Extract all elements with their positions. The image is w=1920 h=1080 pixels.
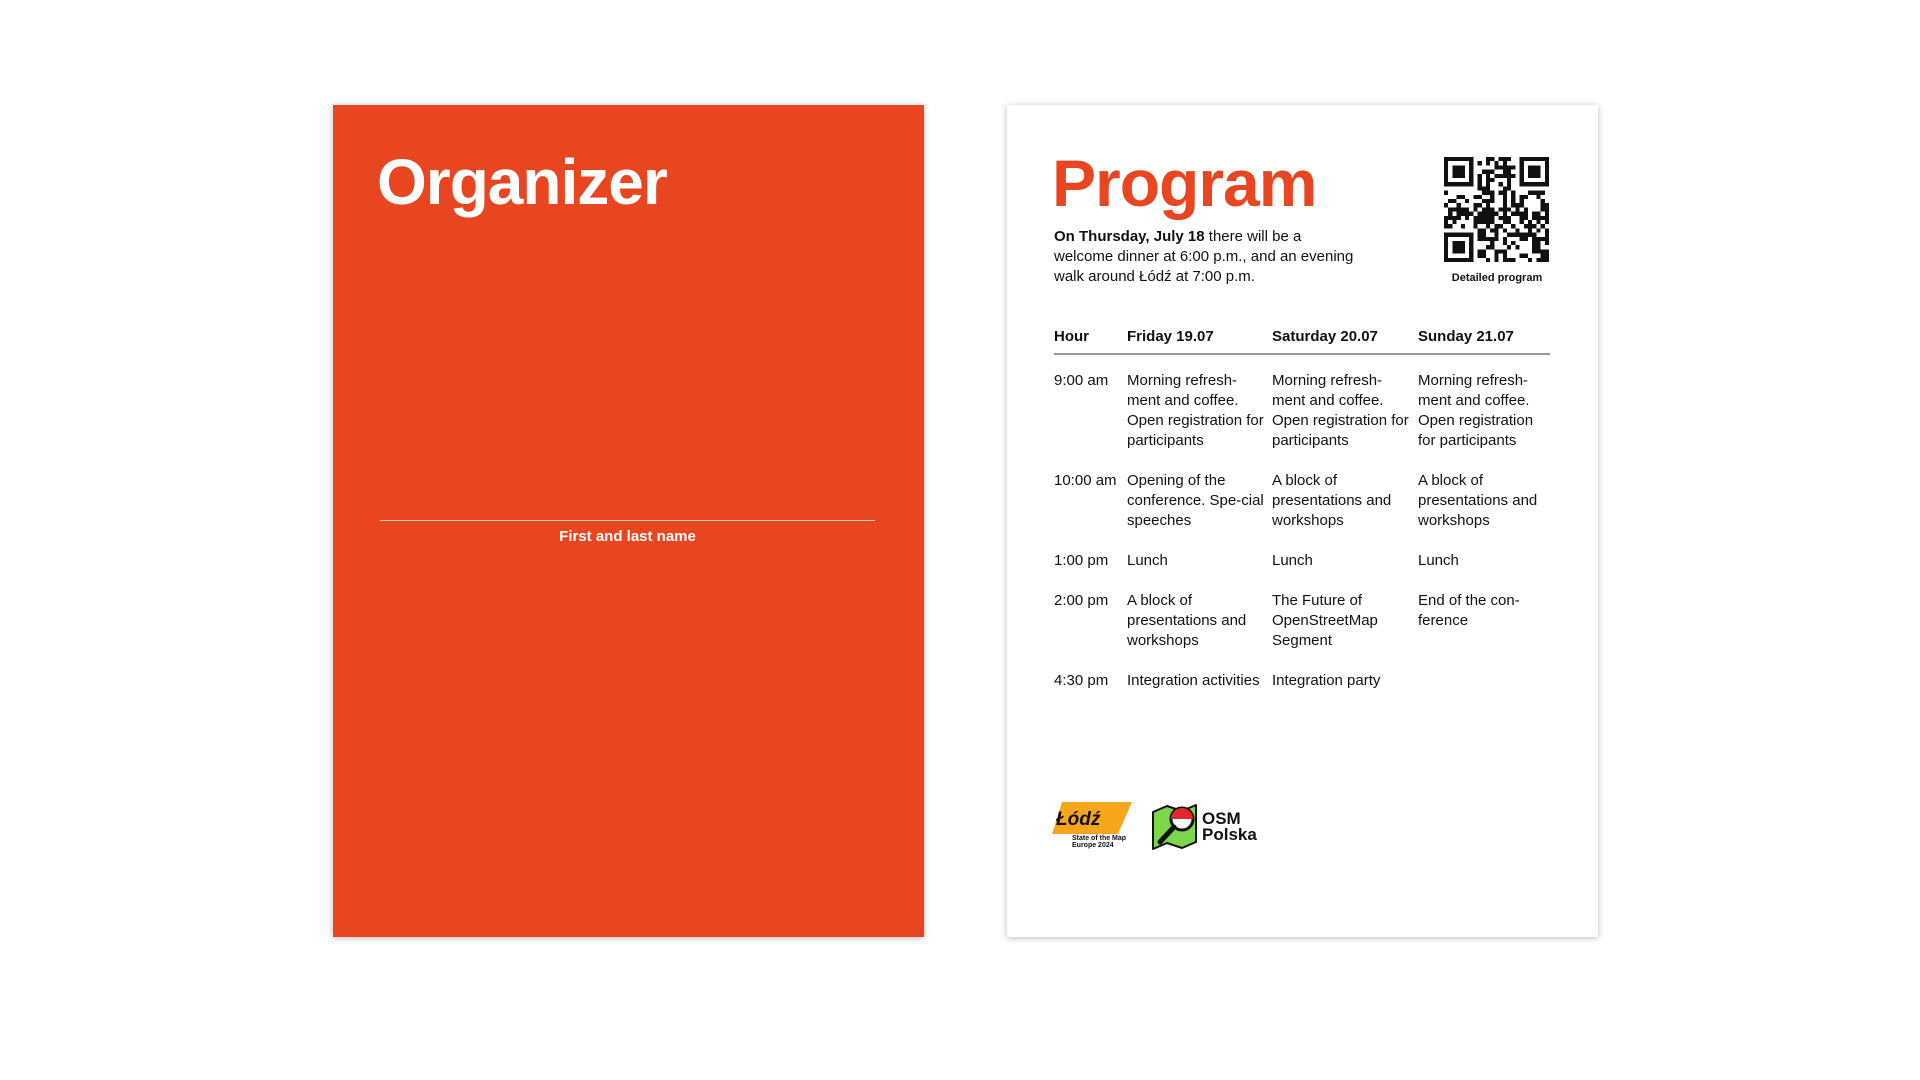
osm-logo-line1: OSM — [1202, 809, 1241, 828]
qr-module — [1524, 224, 1528, 228]
table-cell: A block of presentations and workshops — [1272, 472, 1392, 529]
table-cell-hour: 1:00 pm — [1054, 552, 1109, 569]
qr-module — [1545, 207, 1549, 211]
table-cell: Integration party — [1272, 672, 1381, 689]
qr-module — [1524, 237, 1528, 241]
program-title: Program — [1052, 146, 1317, 220]
qr-module — [1507, 170, 1511, 174]
qr-module — [1503, 161, 1507, 165]
qr-module — [1473, 207, 1477, 211]
table-row — [1054, 591, 1550, 671]
table-cell-hour: 9:00 am — [1054, 372, 1109, 389]
qr-module — [1507, 220, 1511, 224]
qr-module — [1490, 241, 1494, 245]
qr-module — [1478, 195, 1482, 199]
qr-module — [1494, 165, 1498, 169]
table-cell: Opening of the conference. Spe-cial speeches — [1127, 472, 1264, 529]
table-cell: Lunch — [1272, 552, 1313, 569]
qr-module — [1536, 241, 1540, 245]
qr-module — [1448, 207, 1452, 211]
qr-module — [1473, 195, 1477, 199]
qr-module — [1524, 195, 1528, 199]
qr-module — [1545, 220, 1549, 224]
qr-module — [1465, 207, 1469, 211]
table-row — [1054, 354, 1550, 471]
qr-module — [1482, 220, 1486, 224]
qr-module — [1486, 224, 1490, 228]
qr-module — [1494, 212, 1498, 216]
qr-module — [1532, 212, 1536, 216]
qr-module — [1520, 195, 1524, 199]
qr-module — [1486, 245, 1490, 249]
qr-module — [1486, 258, 1490, 262]
qr-module — [1528, 233, 1532, 237]
qr-module — [1478, 228, 1482, 232]
qr-module — [1528, 191, 1532, 195]
qr-module — [1478, 216, 1482, 220]
qr-module — [1503, 157, 1507, 161]
qr-module — [1482, 216, 1486, 220]
table-row — [1054, 671, 1550, 711]
qr-module — [1515, 233, 1519, 237]
qr-module — [1532, 249, 1536, 253]
qr-module — [1486, 212, 1490, 216]
qr-module — [1545, 212, 1549, 216]
front-title: Organizer — [377, 146, 667, 218]
qr-module — [1482, 170, 1486, 174]
qr-module — [1457, 212, 1461, 216]
qr-module — [1511, 195, 1515, 199]
qr-module — [1448, 216, 1452, 220]
qr-module — [1486, 178, 1490, 182]
table-cell: Morning refresh-ment and coffee. Open registration for participants — [1418, 372, 1534, 449]
qr-module — [1511, 165, 1515, 169]
qr-module — [1444, 224, 1448, 228]
schedule-table — [1054, 327, 1550, 711]
qr-module — [1541, 203, 1545, 207]
qr-module — [1452, 165, 1465, 178]
table-cell: Lunch — [1418, 552, 1459, 569]
qr-module — [1490, 207, 1494, 211]
qr-module — [1461, 207, 1465, 211]
qr-module — [1511, 199, 1515, 203]
qr-module — [1532, 191, 1536, 195]
qr-module — [1532, 241, 1536, 245]
table-cell: End of the con-ference — [1418, 592, 1520, 629]
qr-module — [1532, 237, 1536, 241]
intro-rest: there will be a welcome dinner at 6:00 p.m., and an evening walk around Łódź at 7:00 p.m. — [1054, 228, 1354, 285]
qr-module — [1482, 199, 1486, 203]
qr-module — [1507, 178, 1511, 182]
qr-module — [1457, 207, 1461, 211]
table-cell: The Future of OpenStreetMap Segment — [1272, 592, 1378, 649]
qr-module — [1482, 191, 1486, 195]
qr-module — [1536, 212, 1540, 216]
qr-module — [1499, 249, 1503, 253]
table-row — [1054, 471, 1550, 551]
schedule-header-saturday: Saturday 20.07 — [1272, 327, 1418, 354]
qr-module — [1457, 203, 1461, 207]
qr-module — [1532, 216, 1536, 220]
qr-module — [1536, 249, 1540, 253]
qr-module — [1444, 191, 1448, 195]
qr-module — [1545, 249, 1549, 253]
qr-module — [1507, 207, 1511, 211]
table-cell: Morning refresh-ment and coffee. Open registration for participants — [1272, 372, 1409, 449]
qr-module — [1473, 220, 1477, 224]
qr-module — [1494, 224, 1498, 228]
qr-module — [1486, 203, 1490, 207]
qr-module — [1545, 258, 1549, 262]
qr-module — [1499, 182, 1503, 186]
table-cell: Morning refresh-ment and coffee. Open registration for participants — [1127, 372, 1264, 449]
qr-module — [1457, 195, 1461, 199]
qr-module — [1490, 157, 1494, 161]
qr-module — [1490, 228, 1494, 232]
qr-module — [1515, 207, 1519, 211]
qr-module — [1503, 237, 1507, 241]
qr-module — [1490, 199, 1494, 203]
qr-module — [1524, 216, 1528, 220]
qr-module — [1536, 220, 1540, 224]
qr-module — [1448, 212, 1452, 216]
qr-module — [1478, 186, 1482, 190]
qr-module — [1536, 237, 1540, 241]
qr-module — [1494, 254, 1498, 258]
qr-module — [1444, 216, 1448, 220]
qr-module — [1503, 216, 1507, 220]
qr-module — [1541, 191, 1545, 195]
qr-module — [1499, 216, 1503, 220]
qr-module — [1486, 161, 1490, 165]
qr-module — [1503, 170, 1507, 174]
qr-module — [1515, 245, 1519, 249]
qr-module — [1490, 195, 1494, 199]
qr-module — [1507, 174, 1511, 178]
qr-module — [1486, 174, 1490, 178]
qr-module — [1473, 203, 1477, 207]
qr-module — [1503, 254, 1507, 258]
qr-module — [1541, 249, 1545, 253]
qr-module — [1503, 249, 1507, 253]
qr-module — [1499, 207, 1503, 211]
qr-module — [1478, 203, 1482, 207]
qr-module — [1545, 237, 1549, 241]
qr-module — [1478, 161, 1482, 165]
qr-module — [1482, 207, 1486, 211]
qr-module — [1520, 216, 1524, 220]
qr-module — [1486, 157, 1490, 161]
qr-module — [1528, 228, 1532, 232]
table-cell: A block of presentations and workshops — [1418, 472, 1538, 529]
qr-module — [1482, 233, 1486, 237]
table-row — [1054, 551, 1550, 591]
qr-module — [1520, 237, 1524, 241]
qr-module — [1452, 220, 1456, 224]
qr-module — [1478, 178, 1482, 182]
schedule-header-hour: Hour — [1054, 327, 1127, 354]
qr-module — [1511, 212, 1515, 216]
schedule-header-friday: Friday 19.07 — [1127, 327, 1272, 354]
qr-module — [1511, 191, 1515, 195]
qr-module — [1520, 220, 1524, 224]
qr-module — [1486, 170, 1490, 174]
qr-module — [1536, 258, 1540, 262]
qr-module — [1465, 212, 1469, 216]
qr-module — [1528, 224, 1532, 228]
table-cell-hour: 4:30 pm — [1054, 672, 1109, 689]
qr-module — [1541, 254, 1545, 258]
qr-module — [1545, 233, 1549, 237]
qr-module — [1503, 241, 1507, 245]
qr-module — [1511, 174, 1515, 178]
qr-module — [1444, 220, 1448, 224]
qr-module — [1511, 233, 1515, 237]
qr-module — [1541, 216, 1545, 220]
qr-module — [1486, 186, 1490, 190]
qr-module — [1478, 174, 1482, 178]
table-cell: Integration activities — [1127, 672, 1260, 689]
qr-module — [1478, 220, 1482, 224]
qr-module — [1536, 245, 1540, 249]
qr-module — [1486, 191, 1490, 195]
intro-text — [1054, 227, 1354, 287]
qr-module — [1503, 203, 1507, 207]
qr-module — [1478, 233, 1482, 237]
qr-module — [1478, 237, 1482, 241]
qr-module — [1452, 207, 1456, 211]
qr-module — [1541, 258, 1545, 262]
qr-module — [1536, 216, 1540, 220]
qr-module — [1524, 254, 1528, 258]
qr-module — [1494, 161, 1498, 165]
qr-module — [1503, 174, 1507, 178]
qr-module — [1520, 199, 1524, 203]
qr-module — [1494, 237, 1498, 241]
qr-module — [1448, 224, 1452, 228]
osm-logo-line2: Polska — [1202, 825, 1257, 844]
qr-module — [1536, 195, 1540, 199]
table-cell — [1418, 671, 1550, 711]
qr-module — [1461, 212, 1465, 216]
table-cell: Lunch — [1127, 552, 1168, 569]
schedule-header-row — [1054, 327, 1550, 354]
qr-module — [1532, 233, 1536, 237]
qr-module — [1452, 241, 1465, 254]
qr-module — [1473, 224, 1477, 228]
intro-bold: On Thursday, July 18 — [1054, 228, 1205, 245]
qr-module — [1494, 228, 1498, 232]
qr-module — [1532, 224, 1536, 228]
qr-code-icon[interactable] — [1444, 157, 1549, 262]
qr-module — [1482, 254, 1486, 258]
name-signature-line — [380, 520, 875, 521]
qr-module — [1507, 245, 1511, 249]
qr-module — [1490, 170, 1494, 174]
qr-module — [1490, 212, 1494, 216]
qr-module — [1494, 258, 1498, 262]
organizer-card-front — [333, 105, 924, 937]
qr-module — [1465, 216, 1469, 220]
qr-module — [1490, 216, 1494, 220]
qr-module — [1541, 224, 1545, 228]
qr-module — [1511, 241, 1515, 245]
qr-module — [1545, 203, 1549, 207]
qr-module — [1482, 237, 1486, 241]
qr-module — [1545, 254, 1549, 258]
qr-module — [1486, 207, 1490, 211]
qr-module — [1503, 186, 1507, 190]
table-cell: A block of presentations and workshops — [1127, 592, 1247, 649]
osm-polska-logo-text — [1202, 811, 1257, 843]
program-card-back — [1007, 105, 1598, 937]
qr-module — [1528, 258, 1532, 262]
qr-module — [1482, 249, 1486, 253]
lodz-logo-icon — [1052, 800, 1134, 860]
qr-module — [1499, 174, 1503, 178]
table-cell-hour: 10:00 am — [1054, 472, 1117, 489]
qr-module — [1528, 165, 1541, 178]
qr-module — [1541, 207, 1545, 211]
qr-module — [1532, 245, 1536, 249]
qr-module — [1486, 220, 1490, 224]
qr-module — [1503, 199, 1507, 203]
qr-module — [1507, 233, 1511, 237]
qr-module — [1494, 174, 1498, 178]
qr-module — [1478, 182, 1482, 186]
qr-module — [1461, 224, 1465, 228]
qr-module — [1536, 191, 1540, 195]
qr-module — [1503, 191, 1507, 195]
qr-module — [1461, 195, 1465, 199]
qr-module — [1520, 233, 1524, 237]
qr-module — [1503, 195, 1507, 199]
qr-module — [1499, 165, 1503, 169]
qr-module — [1536, 228, 1540, 232]
qr-module — [1478, 212, 1482, 216]
qr-module — [1507, 157, 1511, 161]
qr-module — [1545, 216, 1549, 220]
qr-module — [1515, 203, 1519, 207]
table-cell-hour: 2:00 pm — [1054, 592, 1109, 609]
qr-module — [1507, 216, 1511, 220]
qr-module — [1515, 228, 1519, 232]
qr-module — [1511, 203, 1515, 207]
qr-module — [1541, 199, 1545, 203]
qr-module — [1465, 199, 1469, 203]
qr-module — [1490, 245, 1494, 249]
qr-module — [1503, 165, 1507, 169]
osm-polska-logo-icon — [1150, 800, 1270, 860]
qr-module — [1490, 220, 1494, 224]
qr-module — [1486, 216, 1490, 220]
qr-module — [1507, 165, 1511, 169]
qr-module — [1515, 212, 1519, 216]
qr-module — [1499, 224, 1503, 228]
qr-module — [1490, 191, 1494, 195]
qr-module — [1511, 258, 1515, 262]
qr-module — [1503, 220, 1507, 224]
qr-module — [1494, 249, 1498, 253]
qr-module — [1503, 258, 1507, 262]
lodz-logo-text: Łódź — [1056, 809, 1101, 830]
qr-module — [1541, 237, 1545, 241]
qr-module — [1490, 237, 1494, 241]
qr-module — [1473, 216, 1477, 220]
qr-module — [1482, 228, 1486, 232]
qr-module — [1507, 182, 1511, 186]
qr-module — [1499, 191, 1503, 195]
qr-module — [1511, 224, 1515, 228]
qr-module — [1486, 237, 1490, 241]
qr-caption: Detailed program — [1451, 272, 1543, 284]
qr-module — [1520, 203, 1524, 207]
qr-module — [1452, 216, 1456, 220]
qr-module — [1494, 233, 1498, 237]
qr-module — [1524, 207, 1528, 211]
qr-module — [1478, 249, 1482, 253]
qr-module — [1482, 186, 1486, 190]
qr-module — [1478, 254, 1482, 258]
schedule-header-sunday: Sunday 21.07 — [1418, 327, 1550, 354]
qr-module — [1457, 216, 1461, 220]
qr-module — [1524, 233, 1528, 237]
qr-module — [1507, 258, 1511, 262]
qr-module — [1486, 199, 1490, 203]
qr-module — [1545, 228, 1549, 232]
qr-module — [1486, 182, 1490, 186]
qr-module — [1545, 241, 1549, 245]
name-label: First and last name — [559, 528, 696, 545]
lodz-logo-subtitle: State of the Map Europe 2024 — [1072, 835, 1127, 849]
qr-module — [1448, 199, 1452, 203]
qr-module — [1503, 207, 1507, 211]
qr-module — [1520, 212, 1524, 216]
qr-module — [1490, 178, 1494, 182]
qr-module — [1503, 212, 1507, 216]
qr-module — [1469, 212, 1473, 216]
qr-module — [1452, 199, 1456, 203]
qr-module — [1499, 157, 1503, 161]
qr-module — [1507, 186, 1511, 190]
qr-module — [1444, 203, 1448, 207]
qr-module — [1503, 228, 1507, 232]
qr-module — [1528, 220, 1532, 224]
qr-module — [1482, 212, 1486, 216]
qr-module — [1520, 254, 1524, 258]
qr-module — [1524, 212, 1528, 216]
